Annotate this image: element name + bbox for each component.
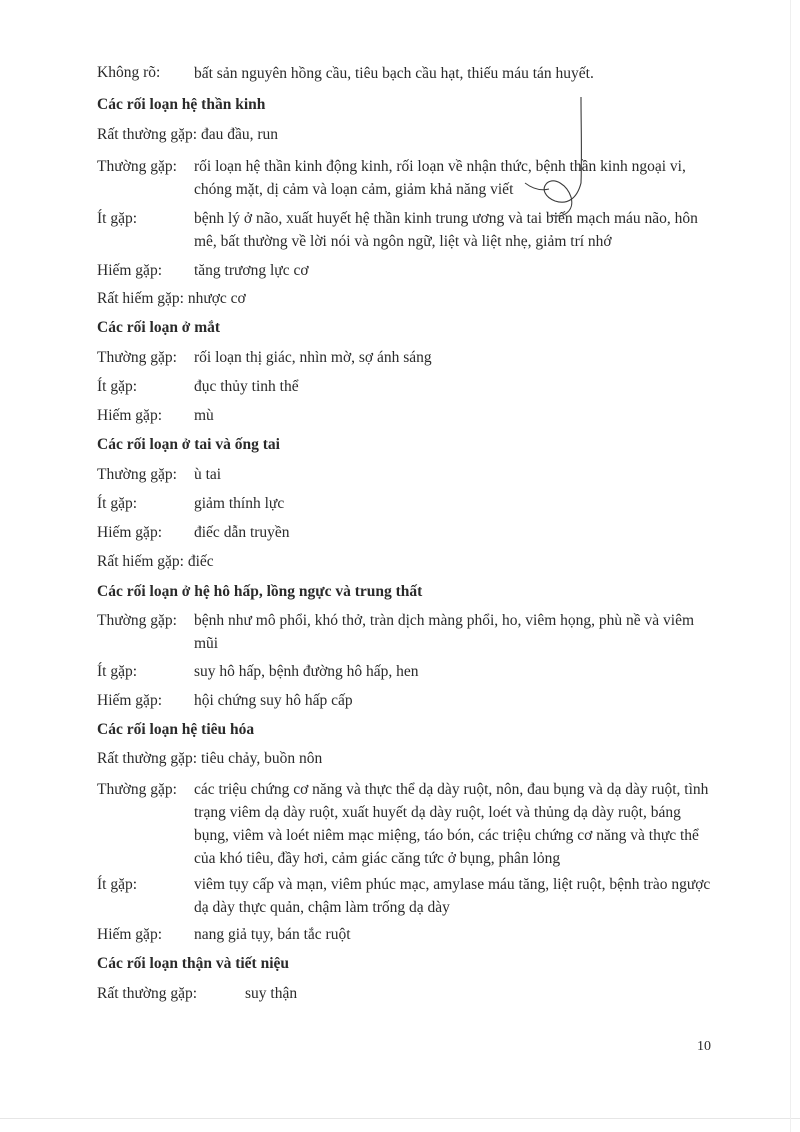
section-heading-ear: Các rối loạn ở tai và ống tai xyxy=(97,436,280,453)
section-heading-eye: Các rối loạn ở mắt xyxy=(97,319,221,336)
freq-value: rối loạn thị giác, nhìn mờ, sợ ánh sáng xyxy=(194,349,432,366)
freq-value: giảm thính lực xyxy=(194,495,285,512)
freq-value: hội chứng suy hô hấp cấp xyxy=(194,692,353,709)
freq-label: Ít gặp: xyxy=(97,663,138,680)
scan-edge-bottom xyxy=(0,1118,800,1119)
freq-inline: Rất hiếm gặp: điếc xyxy=(97,553,214,570)
freq-inline: Rất thường gặp: tiêu chảy, buồn nôn xyxy=(97,750,323,767)
freq-value: bệnh như mô phổi, khó thở, tràn dịch màng phổi, ho, viêm họng, phù nề và viêm mũi xyxy=(194,612,695,652)
freq-label: Ít gặp: xyxy=(97,210,138,227)
scan-edge-right xyxy=(790,0,791,1132)
freq-label: Thường gặp: xyxy=(97,158,177,175)
freq-label: Thường gặp: xyxy=(97,466,177,483)
freq-value: tăng trương lực cơ xyxy=(194,262,309,279)
freq-value: nang giả tụy, bán tắc ruột xyxy=(194,926,351,943)
freq-value: suy hô hấp, bệnh đường hô hấp, hen xyxy=(194,663,419,680)
section-heading-respiratory: Các rối loạn ở hệ hô hấp, lồng ngực và trung thất xyxy=(97,583,423,600)
freq-label: Ít gặp: xyxy=(97,378,138,395)
freq-inline: Rất hiếm gặp: nhược cơ xyxy=(97,290,246,307)
section-heading-digestive: Các rối loạn hệ tiêu hóa xyxy=(97,721,255,738)
freq-value: đục thủy tinh thể xyxy=(194,378,299,395)
freq-value: điếc dẫn truyền xyxy=(194,524,290,541)
freq-value: viêm tụy cấp và mạn, viêm phúc mạc, amylase máu tăng, liệt ruột, bệnh trào ngược dạ dày thực quản, chậm làm trống dạ dày xyxy=(194,876,711,916)
freq-label: Thường gặp: xyxy=(97,612,177,629)
section-heading-renal: Các rối loạn thận và tiết niệu xyxy=(97,955,290,972)
freq-value: ù tai xyxy=(194,466,222,483)
section-heading-nervous: Các rối loạn hệ thần kinh xyxy=(97,96,266,113)
freq-label: Không rõ: xyxy=(97,64,161,81)
freq-label: Thường gặp: xyxy=(97,349,177,366)
freq-value: các triệu chứng cơ năng và thực thể dạ dày ruột, nôn, đau bụng và dạ dày ruột, tình trạng viêm dạ dày ruột, xuất huyết dạ dày ruột, loét và thủng dạ dày ruột, báng bụng, viêm và loét niêm mạc miệng, táo bón, các triệu chứng cơ năng và thực thể của khó tiêu, đầy hơi, cảm giác căng tức ở bụng, phân lỏng xyxy=(194,781,709,867)
freq-label: Hiếm gặp: xyxy=(97,524,162,541)
freq-value: mù xyxy=(194,407,214,424)
freq-label: Ít gặp: xyxy=(97,495,138,512)
freq-label: Ít gặp: xyxy=(97,876,138,893)
freq-label: Rất thường gặp: xyxy=(97,985,198,1002)
freq-value: rối loạn hệ thần kinh động kinh, rối loạn về nhận thức, bệnh thần kinh ngoại vi, chóng mặt, dị cảm và loạn cảm, giảm khả năng viết xyxy=(194,158,686,198)
freq-value: suy thận xyxy=(245,985,298,1002)
freq-label: Thường gặp: xyxy=(97,781,177,798)
freq-inline: Rất thường gặp: đau đầu, run xyxy=(97,126,279,143)
page-number: 10 xyxy=(697,1039,711,1054)
freq-label: Hiếm gặp: xyxy=(97,262,162,279)
freq-label: Hiếm gặp: xyxy=(97,692,162,709)
freq-label: Hiếm gặp: xyxy=(97,407,162,424)
signature-mark xyxy=(515,95,585,225)
freq-value: bệnh lý ở não, xuất huyết hệ thần kinh trung ương và tai biến mạch máu não, hôn mê, bất thường về lời nói và ngôn ngữ, liệt và liệt nhẹ, giảm trí nhớ xyxy=(194,210,698,250)
freq-value: bất sản nguyên hồng cầu, tiêu bạch cầu hạt, thiếu máu tán huyết. xyxy=(194,65,594,82)
freq-label: Hiếm gặp: xyxy=(97,926,162,943)
